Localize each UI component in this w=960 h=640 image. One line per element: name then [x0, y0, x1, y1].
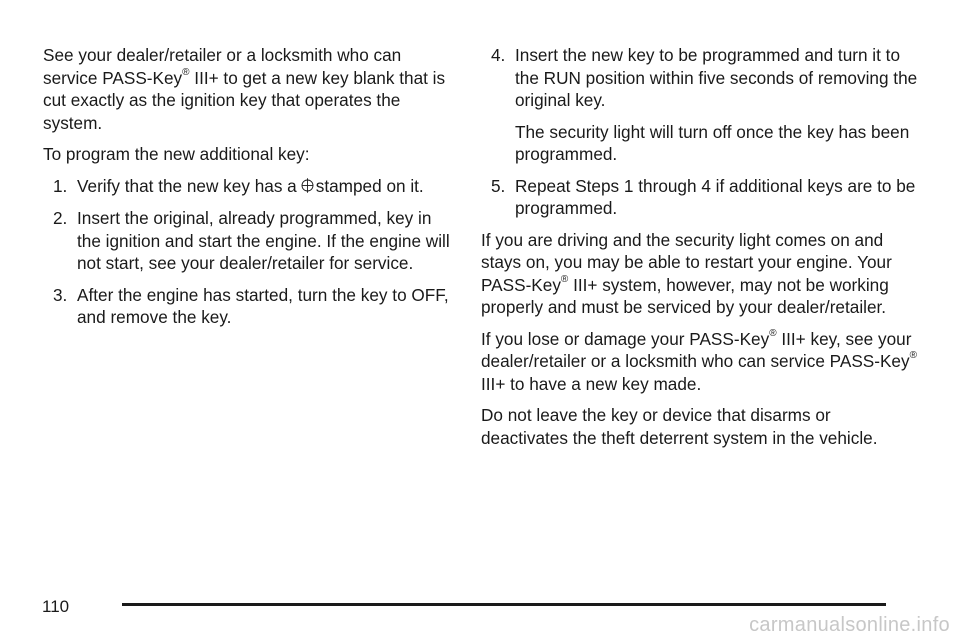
footer-rule	[122, 603, 886, 606]
intro-text-a: See your dealer/retailer or a locksmith who can service PASS-Key	[43, 45, 402, 88]
left-column	[43, 44, 455, 338]
key-symbol-icon	[301, 176, 314, 199]
step-number: 2.	[53, 208, 68, 228]
page-number: 110	[42, 597, 70, 616]
right-column	[481, 44, 921, 458]
step-4-note: The security light will turn off once the key has been programmed.	[515, 121, 910, 164]
step-1-text-b: stamped on it.	[315, 175, 424, 196]
step-number: 1.	[53, 175, 68, 196]
step-number: 3.	[53, 284, 68, 305]
program-heading: To program the new additional key:	[43, 144, 310, 164]
lost-key-paragraph	[481, 328, 921, 396]
step-3	[53, 284, 455, 329]
warning-paragraph: Do not leave the key or device that disarms or deactivates the theft deterrent system in the vehicle.	[481, 405, 878, 448]
step-text: Insert the new key to be programmed and turn it to the RUN position within five seconds of removing the original key.	[515, 45, 918, 110]
lost-key-text-c: III+ to have a new key made.	[481, 373, 702, 394]
step-text	[77, 175, 455, 199]
security-text-b: III+ system, however, may not be working properly and must be serviced by your dealer/retailer.	[481, 274, 889, 317]
registered-mark: ®	[560, 273, 569, 285]
registered-mark: ®	[182, 66, 190, 78]
step-text: Insert the original, already programmed, key in the ignition and start the engine. If the engine will not start, see your dealer/retailer for service.	[77, 208, 450, 273]
step-number: 4.	[491, 45, 506, 65]
watermark: carmanualsonline.info	[749, 614, 950, 636]
step-number: 5.	[491, 175, 506, 196]
step-text: Repeat Steps 1 through 4 if additional keys are to be programmed.	[515, 175, 916, 218]
step-1-text-a: Verify that the new key has a	[77, 175, 297, 196]
security-light-paragraph	[481, 229, 921, 319]
step-1	[53, 175, 455, 199]
step-4	[491, 44, 921, 112]
registered-mark: ®	[769, 327, 777, 339]
intro-text-b: III+ to get a new key blank that is cut exactly as the ignition key that operates the system.	[43, 67, 446, 133]
intro-paragraph	[43, 44, 455, 134]
lost-key-text-a: If you lose or damage your PASS-Key	[481, 328, 770, 349]
step-text: After the engine has started, turn the key to OFF, and remove the key.	[77, 284, 449, 327]
step-5	[491, 175, 921, 220]
lost-key-text-b: III+ key, see your dealer/retailer or a locksmith who can service PASS-Key	[481, 328, 912, 371]
security-text-a: If you are driving and the security light comes on and stays on, you may be able to restart your engine. Your PASS-Key	[481, 229, 892, 295]
step-2	[53, 207, 455, 275]
registered-mark: ®	[909, 350, 917, 362]
